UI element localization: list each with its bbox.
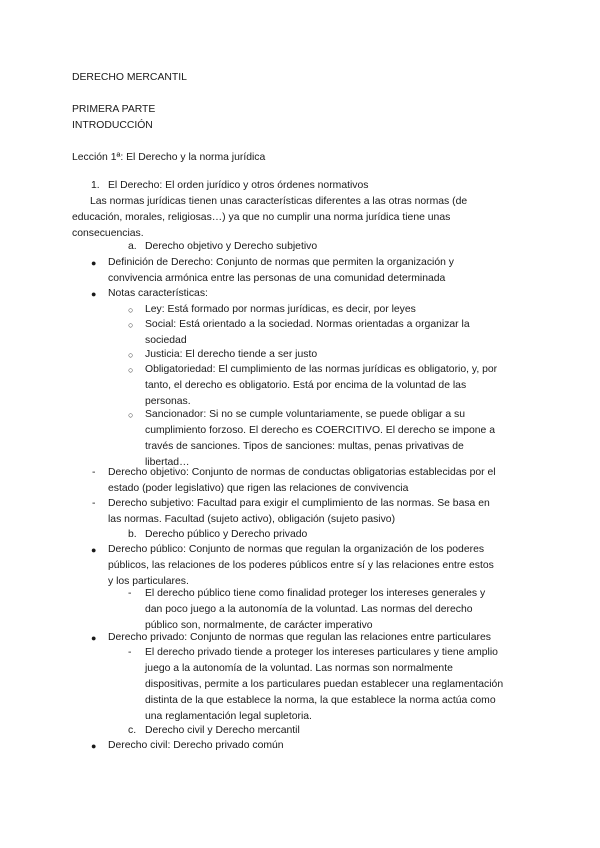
item-line: Derecho privado: Conjunto de normas que regulan las relaciones entre particulares — [108, 632, 491, 643]
dash-marker: - — [92, 467, 96, 478]
dash-marker: - — [128, 588, 132, 599]
item-line: Obligatoriedad: El cumplimiento de las normas jurídicas es obligatorio, y, por — [145, 364, 498, 375]
item-line: libertad… — [145, 457, 190, 468]
item-line: Justicia: El derecho tiende a ser justo — [145, 349, 318, 360]
item-line: juego a la autonomía de la voluntad. Las normas son normalmente — [145, 663, 453, 674]
item-line: dispositivas, permite a los particulares puedan establecer una reglamentación — [145, 679, 504, 690]
paragraph-line: consecuencias. — [72, 228, 144, 239]
circle-bullet-icon: ○ — [128, 365, 134, 375]
bullet-icon: ● — [91, 741, 97, 751]
item-line: distinta de la que establece la norma, la que establece la norma actúa como — [145, 695, 496, 706]
circle-bullet-icon: ○ — [128, 410, 134, 420]
circle-bullet-icon: ○ — [128, 320, 134, 330]
item-line: personas. — [145, 396, 191, 407]
item-line: Notas características: — [108, 288, 208, 299]
bullet-icon: ● — [91, 545, 97, 555]
paragraph-line: educación, morales, religiosas…) ya que no cumplir una norma jurídica tiene unas — [72, 212, 451, 223]
sub-item-text: Derecho civil y Derecho mercantil — [145, 725, 300, 736]
item-line: público son, normalmente, de carácter imperativo — [145, 620, 373, 631]
sub-item-text: Derecho público y Derecho privado — [145, 529, 308, 540]
list-letter: b. — [128, 529, 137, 540]
item-line: una reglamentación legal supletoria. — [145, 711, 312, 722]
item-line: cumplimiento forzoso. El derecho es COERCITIVO. El derecho se impone a — [145, 425, 495, 436]
bullet-icon: ● — [91, 633, 97, 643]
item-heading: El Derecho: El orden jurídico y otros órdenes normativos — [108, 180, 369, 191]
part-heading: PRIMERA PARTE — [72, 104, 156, 115]
item-line: Sancionador: Si no se cumple voluntariamente, se puede obligar a su — [145, 409, 465, 420]
lesson-heading: Lección 1ª: El Derecho y la norma jurídica — [72, 152, 266, 163]
list-number: 1. — [91, 180, 100, 191]
document-title: DERECHO MERCANTIL — [72, 72, 187, 83]
intro-heading: INTRODUCCIÓN — [72, 120, 153, 131]
sub-item-text: Derecho objetivo y Derecho subjetivo — [145, 241, 318, 252]
item-line: El derecho privado tiende a proteger los intereses particulares y tiene amplio — [145, 647, 498, 658]
item-line: Social: Está orientado a la sociedad. Normas orientadas a organizar la — [145, 319, 470, 330]
dash-marker: - — [92, 498, 96, 509]
bullet-icon: ● — [91, 258, 97, 268]
paragraph-line: Las normas jurídicas tienen unas características diferentes a las otras normas (de — [90, 196, 468, 207]
item-line: públicos, las relaciones de los poderes públicos entre sí y las relaciones entre estos — [108, 560, 494, 571]
item-line: través de sanciones. Tipos de sanciones: multas, penas privativas de — [145, 441, 464, 452]
item-line: Ley: Está formado por normas jurídicas, es decir, por leyes — [145, 304, 416, 315]
dash-marker: - — [128, 647, 132, 658]
item-line: Derecho civil: Derecho privado común — [108, 740, 284, 751]
list-letter: c. — [128, 725, 137, 736]
item-line: las normas. Facultad (sujeto activo), obligación (sujeto pasivo) — [108, 514, 396, 525]
item-line: El derecho público tiene como finalidad proteger los intereses generales y — [145, 588, 486, 599]
item-line: Derecho público: Conjunto de normas que regulan la organización de los poderes — [108, 544, 485, 555]
item-line: dan poco juego a la autonomía de la voluntad. Las normas del derecho — [145, 604, 473, 615]
item-line: Definición de Derecho: Conjunto de normas que permiten la organización y — [108, 257, 454, 268]
list-letter: a. — [128, 241, 137, 252]
item-line: convivencia armónica entre las personas de una comunidad determinada — [108, 273, 446, 284]
item-line: estado (poder legislativo) que rigen las relaciones de convivencia — [108, 483, 409, 494]
item-line: tanto, el derecho es obligatorio. Está por encima de la voluntad de las — [145, 380, 467, 391]
circle-bullet-icon: ○ — [128, 350, 134, 360]
item-line: Derecho subjetivo: Facultad para exigir el cumplimiento de las normas. Se basa en — [108, 498, 490, 509]
bullet-icon: ● — [91, 289, 97, 299]
item-line: sociedad — [145, 335, 187, 346]
item-line: y los particulares. — [108, 576, 189, 587]
item-line: Derecho objetivo: Conjunto de normas de conductas obligatorias establecidas por el — [108, 467, 496, 478]
circle-bullet-icon: ○ — [128, 305, 134, 315]
